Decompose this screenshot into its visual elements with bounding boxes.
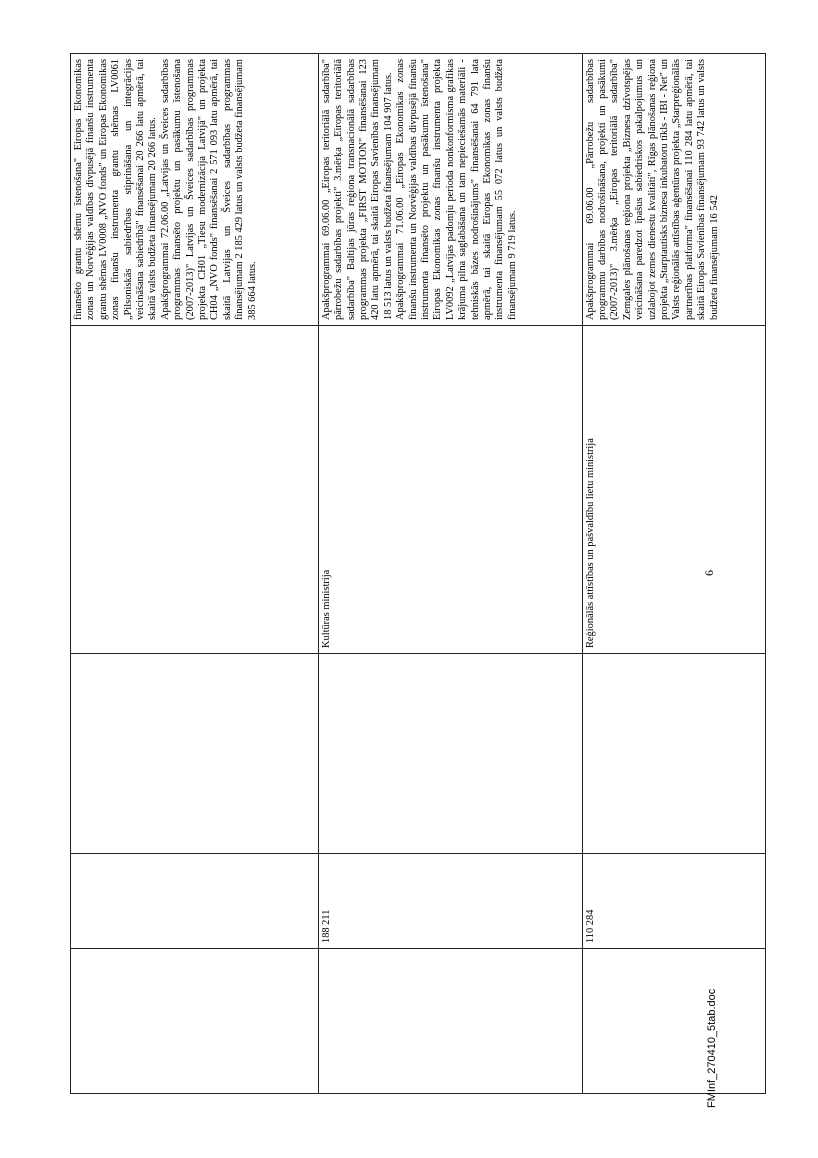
table-cell-amount: 110 284 bbox=[582, 854, 765, 949]
description-text: finansēto grantu shēmu īstenošana" Eiropas Ekonomikas zonas un Norvēģijas valdības divpusējā finanšu instrumenta grantu shēmas LV0008 „NVO fonds" un Eiropas Ekonomikas zonas finanšu instrumenta grantu shēmas LV0061 „Pilsoniskās sabiedrības stiprināšana un integrācijas veicināšana sabiedrībā" finansēšanai 20 266 latu apmērā, tai skaitā valsts budžeta finansējumam 20 266 latus. Apakšprogrammai 72.06.00 „Latvijas un Šveices sadarbības programmas finansēto projektu un pasākumu īstenošana (2007-2013)" Latvijas un Šveices sadarbības programmas projekta CH01 „Tiesu modernizācija Latvijā" un projekta CH04 „NVO fonds" finansēšanai 2 571 093 latu apmērā, tai skaitā Latvijas un Šveices sadarbības programmas finansējumam 2 185 429 latus un valsts budžeta finansējumam 385 664 latus. bbox=[73, 59, 258, 320]
table-cell-ministry: Reģionālās attīstības un pašvaldību lietu ministrija bbox=[582, 326, 765, 654]
table-cell-empty bbox=[71, 949, 319, 1094]
footer-filename: FMInf_270410_5tab.doc bbox=[706, 988, 718, 1108]
table-row bbox=[318, 54, 582, 1094]
table-cell-empty bbox=[318, 654, 582, 854]
table-cell-description bbox=[318, 54, 582, 326]
description-text: Apakšprogrammai 69.06.00 „Eiropas teritoriālā sadarbība" pārrobežu sadarbības projekti" 3.mērķa „Eiropas teritoriālā sadarbība" Baltijas jūras reģiona transnacionālā sadarbības programmas projekta „FIRST MOTION" finansēšanai 123 420 latu apmērā, tai skaitā Eiropas Savienības finansējumam 18 513 latus un valsts budžeta finansējumam 104 907 latus. Apakšprogrammai 71.06.00 „Eiropas Ekonomikas zonas finanšu instrumenta un Norvēģijas valdības divpusējā finanšu instrumenta finansēto projektu un pasākumu īstenošana" Eiropas Ekonomikas zonas finanšu instrumenta projekta LV0092 „Latvijas padomju perioda nonkonformisma grafikas krājuma pilna saglabāšana un tam nepieciešamās materiāli - tehniskās bāzes nodrošinājums" finansēšanai 64 791 lata apmērā, tai skaitā Eiropas Ekonomikas zonas finanšu instrumenta finansējumam 55 072 latus un valsts budžeta finansējumam 9 719 latus. bbox=[320, 59, 518, 320]
table-cell-amount: 188 211 bbox=[318, 854, 582, 949]
table-cell-amount bbox=[71, 854, 319, 949]
table-cell-empty bbox=[71, 654, 319, 854]
table-cell-empty bbox=[582, 949, 765, 1094]
description-text: Apakšprogrammai 69.06.00 „Pārrobežu sadarbības programmu darbības nodrošināšana, projekti un pasākumi (2007-2013)" 3.mērķa „Eiropas teritoriālā sadarbība" Zemgales plānošanas reģiona projekta „Biznesa dzīvotspējas veicināšana paredzot īpašus sabiedriskos pakalpojumus un uzlabojot zemes dienestu kvalitāti", Rīgas plānošanas reģiona projekta „Starptautisks biznesa inkubatoru tīkls - IBI - Net" un Valsts reģionālās attīstības aģentūras projekta „Starpreģionālās partnerības platforma" finansēšanai 110 284 latu apmērā, tai skaitā Eiropas Savienības finansējumam 93 742 latus un valsts budžeta finansējumam 16 542 bbox=[584, 59, 720, 320]
table-cell-empty bbox=[582, 654, 765, 854]
table-cell-description bbox=[71, 54, 319, 326]
rotated-page-content bbox=[70, 54, 766, 1094]
table-cell-ministry: Kultūras ministrija bbox=[318, 326, 582, 654]
page-number: 6 bbox=[702, 570, 716, 576]
table-cell-description bbox=[582, 54, 765, 326]
table-row bbox=[582, 54, 765, 1094]
table-row bbox=[71, 54, 319, 1094]
document-table bbox=[70, 53, 766, 1094]
table-cell-empty bbox=[318, 949, 582, 1094]
table-cell-ministry bbox=[71, 326, 319, 654]
